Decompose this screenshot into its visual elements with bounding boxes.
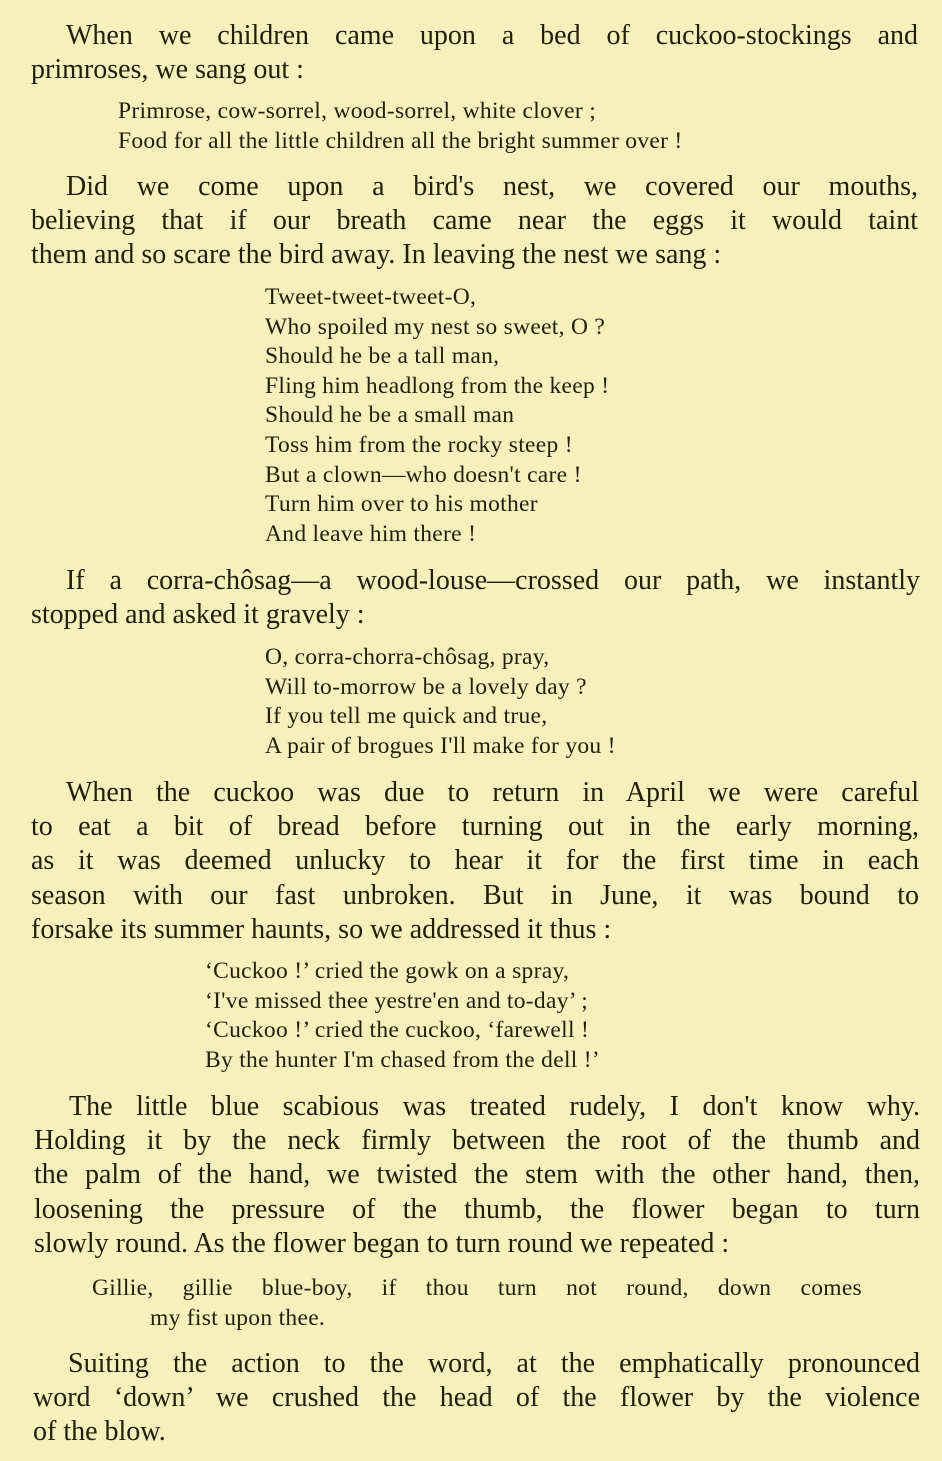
- verse-line: But a clown—who doesn't care !: [265, 461, 582, 488]
- verse-line: Should he be a small man: [265, 402, 515, 429]
- verse-primrose: [118, 97, 683, 156]
- text-line: Did we come upon a bird's nest, we covered our mouths,: [66, 171, 918, 202]
- verse-line: A pair of brogues I'll make for you !: [265, 732, 616, 759]
- verse-line: my fist upon thee.: [150, 1304, 326, 1331]
- text-line: of the blow.: [33, 1416, 166, 1448]
- text-line: the palm of the hand, we twisted the stem with the other hand, then,: [34, 1159, 920, 1191]
- verse-line: Who spoiled my nest so sweet, O ?: [265, 313, 606, 340]
- verse-line: ‘Cuckoo !’ cried the cuckoo, ‘farewell !: [205, 1017, 590, 1044]
- verse-line: Will to-morrow be a lovely day ?: [265, 673, 587, 700]
- text-line: Suiting the action to the word, at the emphatically pronounced: [68, 1348, 920, 1379]
- verse-line: ‘I've missed thee yestre'en and to-day’ ;: [205, 987, 589, 1014]
- verse-line: By the hunter I'm chased from the dell !’: [205, 1046, 601, 1073]
- verse-line: Gillie, gillie blue-boy, if thou turn not round, down comes: [92, 1275, 862, 1301]
- paragraph-cuckoo: [31, 776, 919, 947]
- verse-line: And leave him there !: [265, 520, 477, 547]
- text-line: word ‘down’ we crushed the head of the flower by the violence: [33, 1382, 920, 1414]
- paragraph-crushing-flower: [33, 1347, 920, 1450]
- text-line: season with our fast unbroken. But in June, it was bound to: [31, 879, 919, 911]
- text-line: When the cuckoo was due to return in April we were careful: [66, 777, 919, 808]
- verse-line: ‘Cuckoo !’ cried the gowk on a spray,: [205, 958, 570, 984]
- verse-line: Fling him headlong from the keep !: [265, 372, 610, 399]
- verse-tweet-tweet: [265, 283, 609, 549]
- paragraph-wood-louse: [31, 564, 920, 632]
- verse-line: Food for all the little children all the bright summer over !: [118, 127, 683, 154]
- text-line: Holding it by the neck firmly between the root of the thumb and: [34, 1125, 920, 1157]
- verse-line: Toss him from the rocky steep !: [265, 431, 573, 458]
- verse-corra-chosag: [265, 643, 616, 761]
- paragraph-children-song-intro: [31, 19, 918, 87]
- text-line: If a corra-chôsag—a wood-louse—crossed our path, we instantly: [66, 565, 920, 596]
- text-line: forsake its summer haunts, so we addressed it thus :: [31, 913, 612, 945]
- verse-line: Turn him over to his mother: [265, 491, 538, 518]
- verse-line: If you tell me quick and true,: [265, 703, 548, 730]
- text-line: them and so scare the bird away. In leaving the nest we sang :: [31, 239, 722, 271]
- paragraph-birds-nest: [31, 170, 918, 273]
- verse-line: Should he be a tall man,: [265, 343, 500, 370]
- text-line: stopped and asked it gravely :: [31, 599, 365, 631]
- verse-line: Primrose, cow-sorrel, wood-sorrel, white clover ;: [118, 98, 597, 124]
- text-line: When we children came upon a bed of cuckoo-stockings and: [66, 20, 918, 51]
- paragraph-blue-scabious: [34, 1090, 920, 1261]
- text-line: as it was deemed unlucky to hear it for the first time in each: [31, 845, 919, 877]
- verse-cuckoo: [205, 957, 600, 1075]
- text-line: believing that if our breath came near the eggs it would taint: [31, 205, 918, 237]
- text-line: The little blue scabious was treated rudely, I don't know why.: [69, 1091, 920, 1122]
- verse-gillie-blue-boy: [92, 1274, 862, 1333]
- text-line: loosening the pressure of the thumb, the flower began to turn: [34, 1193, 920, 1225]
- text-line: primroses, we sang out :: [31, 54, 304, 86]
- verse-line: Tweet-tweet-tweet-O,: [265, 284, 477, 310]
- text-line: to eat a bit of bread before turning out in the early morning,: [31, 811, 919, 843]
- verse-line: O, corra-chorra-chôsag, pray,: [265, 644, 550, 670]
- text-line: slowly round. As the flower began to turn round we repeated :: [34, 1227, 730, 1259]
